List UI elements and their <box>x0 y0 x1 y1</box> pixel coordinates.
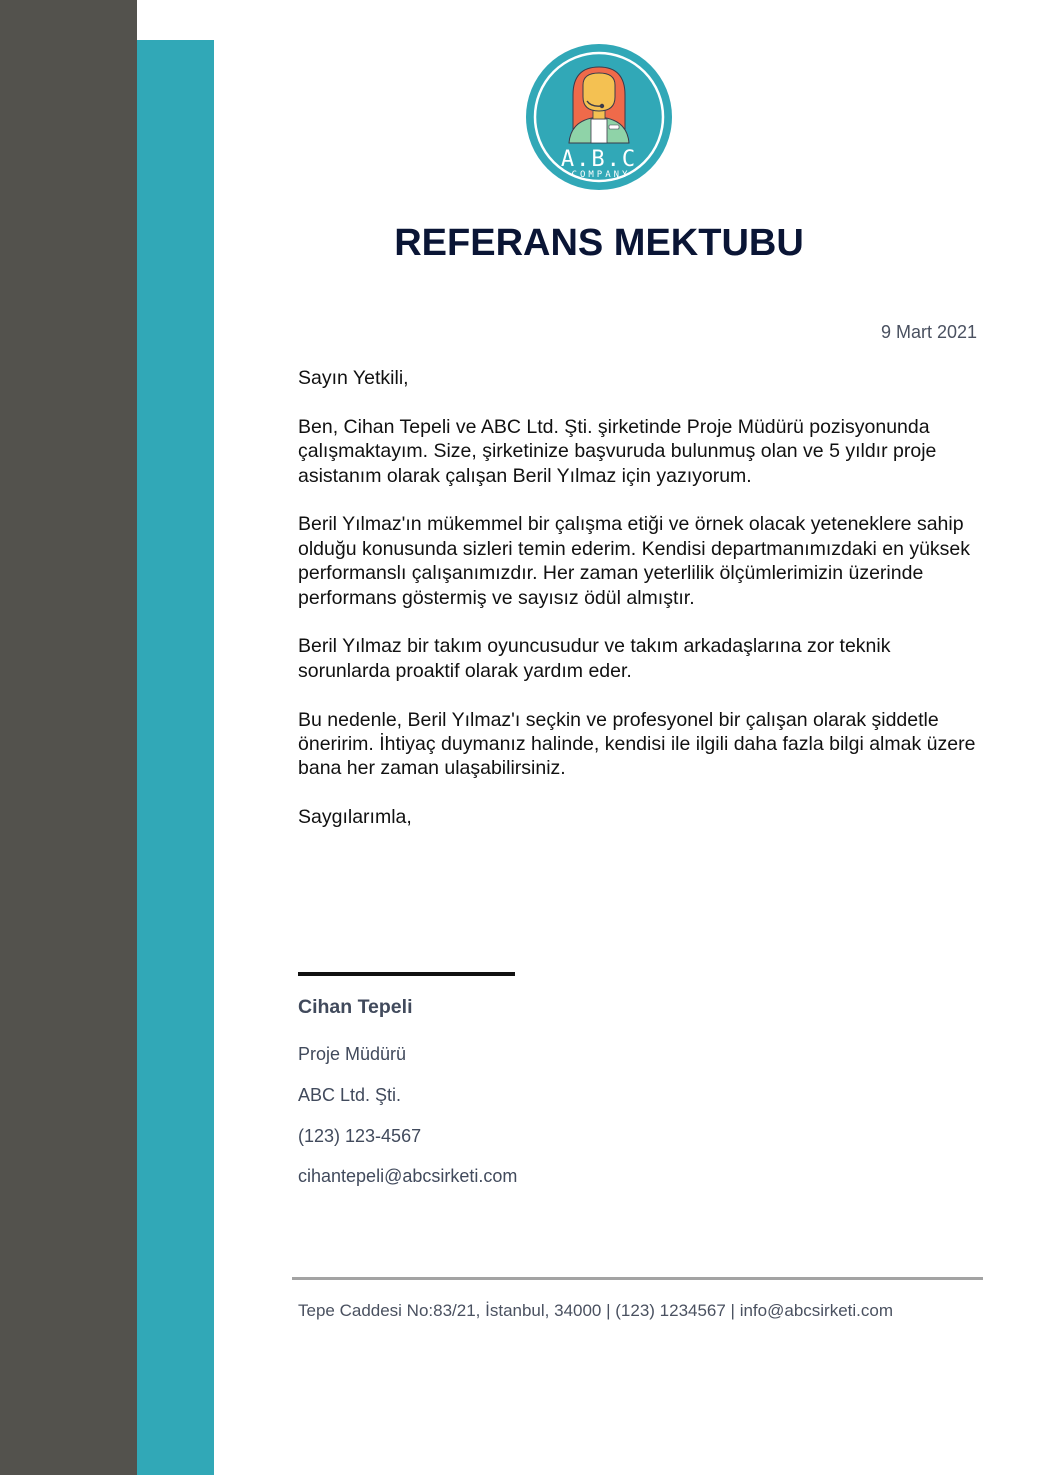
paragraph-3: Beril Yılmaz bir takım oyuncusudur ve takım arkadaşlarına zor teknik sorunlarda proaktif olarak yardım eder. <box>298 635 891 682</box>
greeting: Sayın Yetkili, <box>298 367 409 389</box>
paragraph-4: Bu nedenle, Beril Yılmaz'ı seçkin ve profesyonel bir çalışan olarak şiddetle öneririm. İhtiyaç duymanız halinde, kendisi ile ilgili daha fazla bilgi almak üzere bana her zaman ulaşabilirsiniz. <box>298 708 976 780</box>
svg-text:COMPANY: COMPANY <box>571 170 631 180</box>
company-logo <box>525 43 673 191</box>
signer-company: ABC Ltd. Şti. <box>298 1085 402 1105</box>
svg-text:A.B.C: A.B.C <box>560 147 638 172</box>
letter-body <box>298 366 988 854</box>
signer-phone: (123) 123-4567 <box>298 1126 422 1146</box>
signer-email: cihantepeli@abcsirketi.com <box>298 1166 518 1186</box>
footer-divider <box>292 1277 983 1280</box>
signer-name: Cihan Tepeli <box>298 996 413 1018</box>
paragraph-2: Beril Yılmaz'ın mükemmel bir çalışma etiği ve örnek olacak yeteneklere sahip olduğu konusunda sizleri temin ederim. Kendisi departmanımızdaki en yüksek performanslı çalışanımızdır. Her zaman yeterlilik ölçümlerimizin üzerinde performans göstermiş ve sayısız ödül almıştır. <box>298 513 971 609</box>
page-title: REFERANS MEKTUBU <box>394 222 804 264</box>
closing: Saygılarımla, <box>298 806 412 829</box>
footer-contact: Tepe Caddesi No:83/21, İstanbul, 34000 | (123) 1234567 | info@abcsirketi.com <box>298 1301 894 1320</box>
sidebar-teal-stripe <box>137 40 214 1475</box>
signer-title: Proje Müdürü <box>298 1044 407 1064</box>
letter-date: 9 Mart 2021 <box>880 322 977 342</box>
company-logo-woman-headset-icon <box>525 43 673 191</box>
sidebar-dark-stripe <box>0 0 137 1475</box>
paragraph-1: Ben, Cihan Tepeli ve ABC Ltd. Şti. şirketinde Proje Müdürü pozisyonunda çalışmaktayım. Size, şirketinize başvuruda bulunmuş olan ve 5 yıldır proje asistanım olarak çalışan Beril Yılmaz için yazıyorum. <box>298 415 937 487</box>
signature-line <box>298 972 515 976</box>
